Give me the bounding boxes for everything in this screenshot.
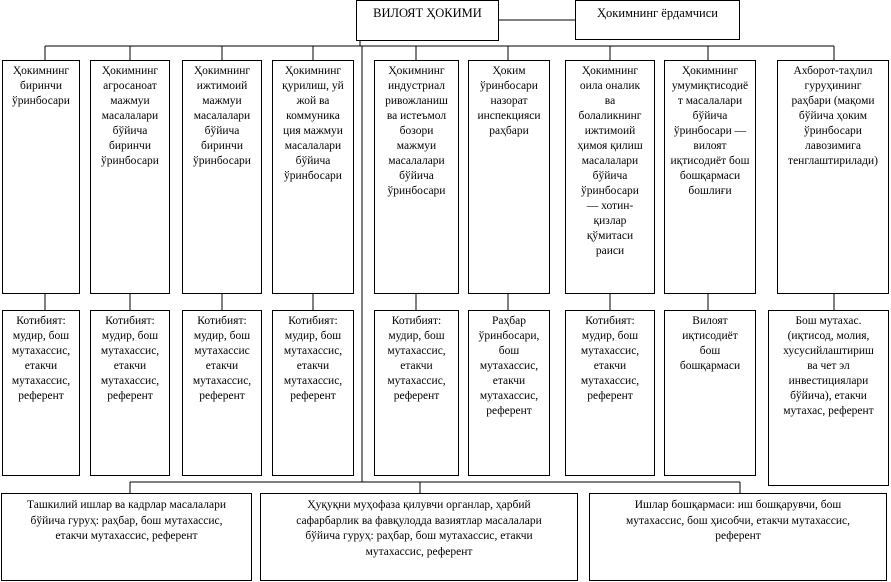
secretariat-box-2: Котибият: мудир, бош мутахассис, етакчи мутахассис, референт	[90, 310, 170, 476]
head-box: ВИЛОЯТ ҲОКИМИ	[356, 0, 499, 41]
secretariat-box-8: Вилоят иқтисодиёт бош бошқармаси	[664, 310, 756, 476]
deputy-box-8: Ҳокимнинг умумиқтисодиё т масалалари бўйича ўринбосари — вилоят иқтисодиёт бош бошқармаси бошлиғи	[664, 60, 756, 294]
deputy-box-4: Ҳокимнинг қурилиш, уй жой ва коммуника ция мажмуи масалалари бўйича ўринбосари	[272, 60, 354, 294]
secretariat-box-6: Раҳбар ўринбосари, бош мутахассис, етакчи мутахассис, референт	[468, 310, 550, 476]
deputy-box-6: Ҳоким ўринбосари назорат инспекцияси раҳбари	[468, 60, 550, 294]
secretariat-box-1: Котибият: мудир, бош мутахассис, етакчи мутахассис, референт	[2, 310, 80, 476]
group-box-affairs-office: Ишлар бошқармаси: иш бошқарувчи, бош мутахассис, бош ҳисобчи, етакчи мутахассис, референт	[589, 493, 887, 581]
assistant-box: Ҳокимнинг ёрдамчиси	[575, 0, 740, 40]
deputy-box-2: Ҳокимнинг агросаноат мажмуи масалалари бўйича биринчи ўринбосари	[90, 60, 170, 294]
deputy-box-1: Ҳокимнинг биринчи ўринбосари	[2, 60, 80, 294]
secretariat-box-9: Бош мутахас. (иқтисод, молия, хусусийлаштириш ва чет эл инвестициялари бўйича), етакчи мутахас, референт	[768, 310, 889, 486]
group-box-personnel: Ташкилий ишлар ва кадрлар масалалари бўйича гуруҳ: раҳбар, бош мутахассис, етакчи мутахассис, референт	[1, 493, 252, 581]
secretariat-box-4: Котибият: мудир, бош мутахассис, етакчи мутахассис, референт	[272, 310, 354, 476]
secretariat-box-5: Котибият: мудир, бош мутахассис, етакчи мутахассис, референт	[374, 310, 459, 476]
deputy-box-3: Ҳокимнинг ижтимоий мажмуи масалалари бўйича биринчи ўринбосари	[182, 60, 262, 294]
secretariat-box-7: Котибият: мудир, бош мутахассис, етакчи мутахассис, референт	[565, 310, 655, 476]
deputy-box-9: Ахборот-таҳлил гуруҳининг раҳбари (мақоми бўйича ҳоким ўринбосари лавозимига тенглаштирилади)	[777, 60, 889, 294]
group-box-law-enforcement: Ҳуқуқни муҳофаза қилувчи органлар, ҳарбий сафарбарлик ва фавқулодда вазиятлар масалалари бўйича гуруҳ: раҳбар, бош мутахассис, етакчи мутахассис, референт	[260, 493, 578, 581]
deputy-box-5: Ҳокимнинг индустриал ривожланиш ва истеъмол бозори мажмуи масалалари бўйича ўринбосари	[374, 60, 459, 294]
deputy-box-7: Ҳокимнинг оила оналик ва болаликнинг ижтимоий ҳимоя қилиш масалалари бўйича ўринбосари — хотин- қизлар қўмитаси раиси	[565, 60, 655, 294]
secretariat-box-3: Котибият: мудир, бош мутахассис етакчи мутахассис, референт	[182, 310, 262, 476]
